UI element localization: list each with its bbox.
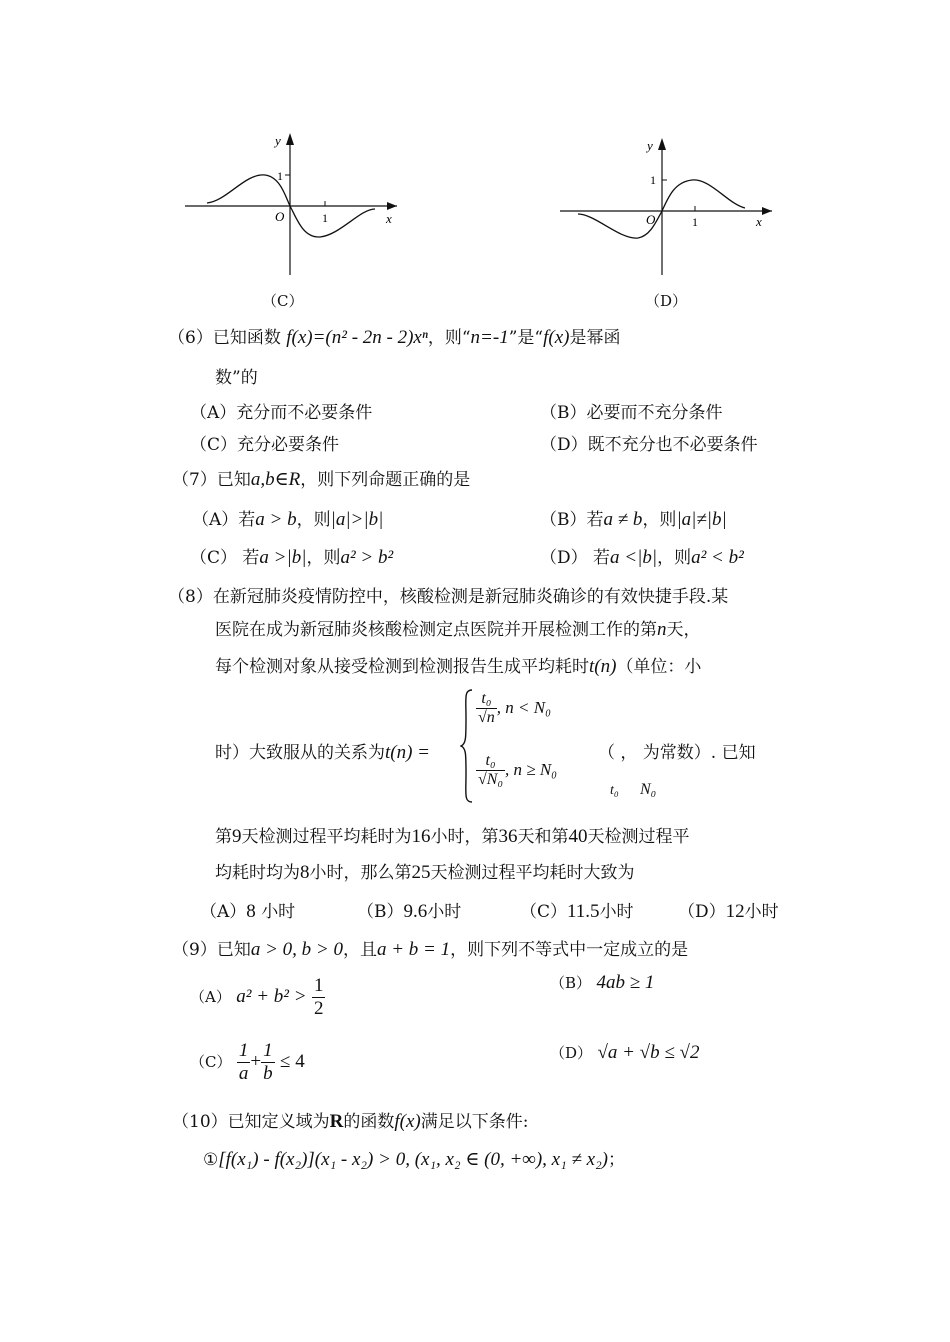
q8-line6: 均耗时均为8小时，那么第25天检测过程平均耗时大致为: [215, 862, 635, 883]
q8-option-b: （B）9.6小时: [357, 901, 462, 922]
q6-option-d: （D）既不充分也不必要条件: [540, 435, 758, 455]
q6-option-b: （B）必要而不充分条件: [540, 403, 723, 423]
q9-option-a: （A） a² + b² > $\frac{1}{2}$: [190, 975, 324, 1019]
graph-d-caption: （D）: [645, 292, 688, 310]
q8-line3: 每个检测对象从接受检测到检测报告生成平均耗时t(n)（单位：小: [215, 656, 702, 677]
graph-c-origin: O: [275, 209, 285, 224]
graph-c-caption: （C）: [262, 292, 304, 310]
q7-option-c: （C） 若a >|b|，则a² > b²: [190, 547, 394, 568]
q9-option-d: （D） √a + √b ≤ √2: [550, 1042, 700, 1063]
q7-option-a: （A）若a > b，则|a|>|b|: [192, 509, 384, 530]
q8-option-a: （A）8 小时: [200, 901, 296, 922]
graph-d-one-x: 1: [692, 215, 698, 229]
graph-d: [550, 130, 780, 290]
q8-piecewise-brace: [460, 688, 474, 804]
q6-option-a: （A）充分而不必要条件: [190, 403, 373, 423]
q9-option-b: （B） 4ab ≥ 1: [550, 972, 655, 993]
graph-d-origin: O: [646, 212, 656, 227]
graph-c-x-label: x: [386, 211, 392, 226]
graph-d-x-label: x: [756, 214, 762, 229]
q7-option-b: （B）若a ≠ b，则|a|≠|b|: [540, 509, 727, 530]
graph-d-y-label: y: [647, 138, 653, 153]
q8-const-n0: N₀: [640, 781, 657, 798]
q9-stem: （9）已知a > 0, b > 0，且a + b = 1，则下列不等式中一定成立的是: [172, 939, 689, 960]
q6-stem-line2: 数”的: [215, 368, 258, 388]
graph-d-one-y: 1: [650, 173, 656, 187]
q7-option-d: （D） 若a <|b|，则a² < b²: [540, 547, 744, 568]
q6-option-c: （C）充分必要条件: [190, 435, 340, 455]
q8-case2: $\frac{\text{t₀}}{\text{√N₀}}$ , n ≥ N₀: [478, 752, 558, 788]
q8-line4-pre: 时）大致服从的关系为t(n) =: [215, 742, 431, 763]
q8-line2: 医院在成为新冠肺炎核酸检测定点医院并开展检测工作的第n天，: [215, 619, 701, 640]
q10-condition-1: ①[f(x₁) - f(x₂)](x₁ - x₂) > 0, (x₁, x₂ ∈ (0, +∞), x₁ ≠ x₂)；: [203, 1149, 626, 1170]
graph-c: [175, 125, 405, 285]
q8-const-t0: t₀: [610, 783, 619, 798]
q8-option-c: （C）11.5小时: [520, 901, 634, 922]
graph-c-one-y: 1: [277, 169, 283, 183]
q8-option-d: （D）12小时: [678, 901, 779, 922]
q10-stem: （10）已知定义域为R的函数f(x)满足以下条件:: [172, 1111, 529, 1132]
q8-line1: （8）在新冠肺炎疫情防控中，核酸检测是新冠肺炎确诊的有效快捷手段.某: [168, 587, 729, 607]
q8-case1: $\frac{\text{t₀}}{√n}$ , n < N₀: [478, 690, 552, 726]
graph-c-one-x: 1: [322, 211, 328, 225]
q8-line4-post: （ ， 为常数）. 已知: [598, 743, 756, 763]
q8-line5: 第9天检测过程平均耗时为16小时，第36天和第40天检测过程平: [215, 826, 690, 847]
q9-option-c: （C） $\frac{1}{a}$ + $\frac{1}{b}$ ≤ 4: [190, 1040, 305, 1084]
q6-stem: （6）已知函数 f(x)=(n² - 2n - 2)xⁿ，则“n=-1”是“f(x)是幂函: [168, 327, 621, 348]
graph-c-y-label: y: [275, 133, 281, 148]
q7-stem: （7）已知a,b∈R，则下列命题正确的是: [172, 469, 471, 490]
